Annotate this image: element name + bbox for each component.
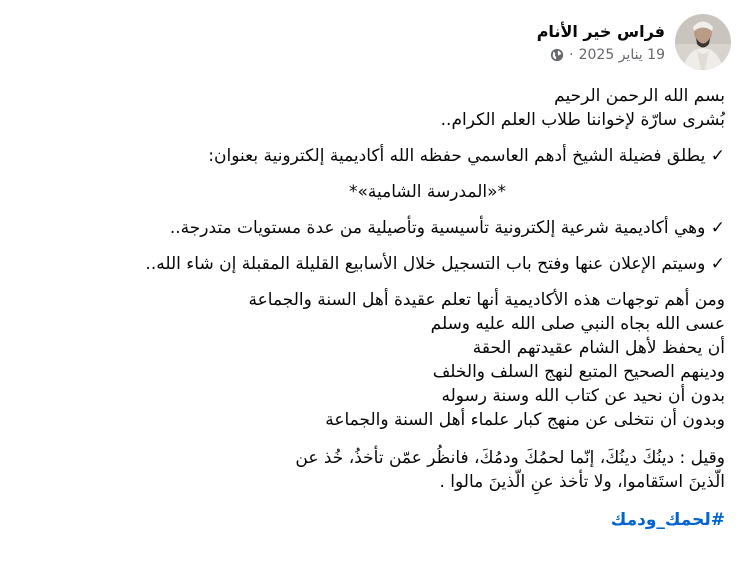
post-date[interactable]: 19 يناير 2025 [578,46,665,63]
post-header [537,12,731,72]
hashtag-link[interactable]: #لحمك_ودمك [610,510,725,530]
post-line: بُشرى سارّة لإخواننا طلاب العلم الكرام.. [440,110,725,130]
post-body [10,84,725,532]
post-line: ✓ يطلق فضيلة الشيخ أدهم العاسمي حفظه الله أكاديمية إلكترونية بعنوان: [208,146,725,166]
post-line: الّذينَ استَقاموا، ولا تأخذ عنِ الّذينَ مالوا . [439,472,725,492]
post-line: أن يحفظ لأهل الشام عقيدتهم الحقة [472,338,725,358]
hashtag-line [10,508,725,532]
globe-icon[interactable] [550,48,564,62]
post-line: عسى الله بجاه النبي صلى الله عليه وسلم [430,314,725,334]
post-subline [537,46,665,64]
post-line-title: *«المدرسة الشامية»* [348,182,507,202]
post-line: ✓ وهي أكاديمية شرعية إلكترونية تأسيسية وتأصيلية من عدة مستويات متدرجة.. [169,218,725,238]
post-line: ودينهم الصحيح المتبع لنهج السلف والخلف [432,362,725,382]
post-line: وبدون أن نتخلى عن منهج كبار علماء أهل السنة والجماعة [325,410,725,430]
author-name[interactable]: فراس خير الأنام [536,21,665,41]
post-line: وقيل : دينُكَ دينُكَ، إنّما لحمُكَ ودمُكَ، فانظُر عمّن تأخذُ، خُذ عن [295,448,725,468]
avatar[interactable] [675,14,731,70]
separator-dot: · [569,46,574,63]
post-line: ومن أهم توجهات هذه الأكاديمية أنها تعلم عقيدة أهل السنة والجماعة [248,290,725,310]
post-line: بدون أن نحيد عن كتاب الله وسنة رسوله [441,386,725,406]
post-line: بسم الله الرحمن الرحيم [554,86,725,106]
post-line: ✓ وسيتم الإعلان عنها وفتح باب التسجيل خلال الأسابيع القليلة المقبلة إن شاء الله.. [145,254,725,274]
post-meta [537,21,665,64]
avatar-photo [675,14,731,70]
